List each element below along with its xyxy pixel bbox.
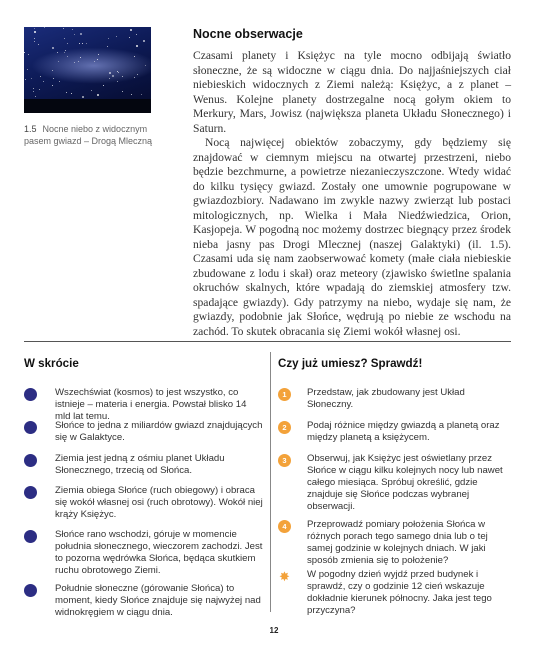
- star-dot: [82, 96, 84, 98]
- bullet-dot-icon: [24, 388, 37, 401]
- star-dot: [108, 38, 109, 39]
- star-dot: [98, 54, 99, 55]
- summary-item: [24, 529, 266, 577]
- star-dot: [78, 61, 79, 62]
- star-dot: [64, 38, 65, 39]
- star-dot: [117, 81, 118, 82]
- star-dot: [57, 52, 58, 53]
- star-dot: [136, 34, 137, 35]
- star-dot: [103, 85, 104, 86]
- question-number-badge: 3: [278, 454, 291, 467]
- star-dot: [72, 29, 73, 30]
- star-dot: [33, 88, 34, 89]
- star-dot: [107, 46, 108, 47]
- star-dot: [35, 96, 36, 97]
- star-dot: [97, 94, 99, 96]
- star-dot: [34, 38, 35, 39]
- star-dot: [53, 78, 54, 79]
- quiz-item: [278, 420, 514, 444]
- quiz-section: [278, 357, 514, 616]
- star-dot: [82, 43, 83, 44]
- summary-item: [24, 583, 266, 619]
- star-dot: [40, 76, 41, 77]
- star-dot: [44, 27, 45, 28]
- star-dot: [74, 34, 75, 35]
- quiz-item: [278, 519, 514, 567]
- star-dot: [67, 56, 68, 57]
- summary-item-text: Ziemia obiega Słońce (ruch obiegowy) i obraca się wokół własnej osi (ruch obrotowy). Wokół niej krąży Księżyc.: [55, 485, 263, 520]
- star-dot: [136, 45, 138, 47]
- summary-item-text: Południe słoneczne (górowanie Słońca) to moment, kiedy Słońce znajduje się najwyżej nad widnokręgiem w ciągu dnia.: [55, 583, 261, 618]
- star-dot: [91, 90, 92, 91]
- star-dot: [27, 69, 28, 70]
- star-dot: [86, 43, 87, 44]
- star-dot: [134, 77, 135, 78]
- star-dot: [33, 91, 34, 92]
- question-number-badge: 2: [278, 421, 291, 434]
- star-dot: [43, 81, 44, 82]
- quiz-item-text: W pogodny dzień wyjdź przed budynek i sprawdź, czy o godzinie 12 cień wskazuje dokładnie kierunek północny. Jaka jest tego przyczyna?: [307, 569, 492, 616]
- star-dot: [129, 37, 130, 38]
- star-dot: [118, 72, 119, 73]
- figure-caption-text: Nocne niebo z widocznym pasem gwiazd – Drogą Mleczną: [24, 124, 153, 146]
- star-dot: [66, 92, 67, 93]
- star-dot: [79, 43, 80, 44]
- page-number: 12: [269, 626, 279, 635]
- figure-number: 1.5: [24, 124, 37, 134]
- star-dot: [25, 79, 26, 80]
- quiz-item: [278, 387, 514, 411]
- star-dot: [137, 74, 138, 75]
- summary-item-text: Słońce to jedna z miliardów gwiazd znajdujących się w Galaktyce.: [55, 420, 263, 443]
- bullet-dot-icon: [24, 421, 37, 434]
- star-dot: [38, 44, 39, 45]
- star-dot: [28, 54, 29, 55]
- article-title: Nocne obserwacje: [193, 27, 303, 41]
- star-dot: [63, 28, 64, 29]
- section-divider: [24, 341, 511, 342]
- horizon-silhouette: [24, 99, 151, 113]
- star-dot: [65, 50, 66, 51]
- column-divider: [270, 352, 271, 612]
- summary-item: [24, 420, 266, 444]
- star-dot: [59, 81, 60, 82]
- quiz-heading: Czy już umiesz? Sprawdź!: [278, 357, 423, 370]
- summary-section: [24, 357, 266, 618]
- star-dot: [24, 52, 25, 53]
- bullet-dot-icon: [24, 454, 37, 467]
- summary-item: [24, 453, 266, 477]
- star-dot: [52, 85, 53, 86]
- star-dot: [74, 62, 75, 63]
- star-dot: [71, 93, 72, 94]
- star-dot: [141, 94, 142, 95]
- star-dot: [34, 41, 35, 42]
- star-dot: [39, 89, 40, 90]
- star-dot: [31, 78, 32, 79]
- star-dot: [131, 94, 132, 95]
- question-number-badge: 4: [278, 520, 291, 533]
- star-dot: [143, 40, 145, 42]
- quiz-item-text: Obserwuj, jak Księżyc jest oświetlany przez Słońce w ciągu kilku kolejnych nocy lub nawet całego miesiąca. Spróbuj określić, gdzie znajduje się Słońce podczas wybranej obserwacji.: [307, 453, 503, 512]
- quiz-item: [278, 569, 514, 617]
- star-dot: [122, 91, 123, 92]
- summary-heading: W skrócie: [24, 357, 79, 370]
- article: [193, 27, 511, 339]
- bullet-dot-icon: [24, 584, 37, 597]
- quiz-item-text: Podaj różnice między gwiazdą a planetą oraz między planetą a księżycem.: [307, 420, 500, 443]
- quiz-item-text: Przeprowadź pomiary położenia Słońca w różnych porach tego samego dnia lub o tej samej godzinie w kolejnych dniach. W jaki sposób zmienia się to położenie?: [307, 519, 488, 566]
- quiz-item: [278, 453, 514, 513]
- summary-item-text: Ziemia jest jedną z ośmiu planet Układu Słonecznego, trzecią od Słońca.: [55, 453, 225, 476]
- star-dot: [67, 43, 68, 44]
- star-dot: [130, 29, 132, 31]
- question-number-badge: 1: [278, 388, 291, 401]
- article-paragraph: Nocą najwięcej obiektów zobaczymy, gdy będziemy się znajdować w ciemnym miejscu na otwartej przestrzeni, niebo będzie bezchmurne, a powietrze niezanieczyszczone. Wtedy widać do kilku tysięcy gwiazd. Zostały one umownie pogrupowane w gwiazdozbiory. Nadawano im zwykle nazwy zwierząt lub postaci mitologicznych, np. Wielka i Mała Niedźwiedzica, Orion, Kasjopeja. W pogodną noc możemy dostrzec biegnący przez środek nieba jasny pas Drogi Mlecznej (naszej Galaktyki) (il. 1.5). Czasami uda się nam zaobserwować komety (małe ciała niebieskie zbudowane z lodu i skał) oraz meteory (zjawisko świetlne spalania okruchów skalnych, które wpadają do ziemskiej atmosfery tzw. spadające gwiazdy). Gdy patrzymy na niebo, wydaje się nam, że gwiazdy, podobnie jak Słońce, wędrują po niebie ze wschodu na zachód. To skutek obracania się Ziemi wokół własnej osi.: [193, 136, 511, 338]
- star-dot: [52, 47, 54, 49]
- star-dot: [122, 76, 123, 77]
- summary-item: [24, 387, 266, 423]
- summary-item: [24, 485, 266, 521]
- bullet-dot-icon: [24, 486, 37, 499]
- quiz-item-text: Przedstaw, jak zbudowany jest Układ Słoneczny.: [307, 387, 465, 410]
- star-dot: [34, 28, 35, 29]
- star-dot: [80, 33, 82, 35]
- summary-item-text: Słońce rano wschodzi, góruje w momencie południa słonecznego, wieczorem zachodzi. Jest to pozorna wędrówka Słońca, będąca skutkiem ruchu obrotowego Ziemi.: [55, 529, 263, 576]
- star-dot: [112, 75, 114, 77]
- summary-item-text: Wszechświat (kosmos) to jest wszystko, co istnieje – materia i energia. Powstał blisko 14 mld lat temu.: [55, 387, 247, 422]
- star-dot: [116, 36, 117, 37]
- star-dot: [145, 65, 146, 66]
- star-dot: [58, 61, 59, 62]
- star-dot: [94, 61, 95, 62]
- milky-way-photo: [24, 27, 151, 113]
- bullet-dot-icon: [24, 530, 37, 543]
- star-dot: [34, 31, 36, 33]
- star-dot: [64, 52, 65, 53]
- star-dot: [97, 59, 98, 60]
- star-dot: [134, 56, 135, 57]
- star-dot: [109, 78, 110, 79]
- article-paragraph: Czasami planety i Księżyc na tyle mocno odbijają światło słoneczne, że są widoczne w ciągu dnia. Do najjaśniejszych ciał niebieskich widocznych z Ziemi należą: Księżyc, a z planet – Wenus. Kolejne planety dostrzegalne nocą gołym okiem to Merkury, Mars, Jowisz (największa planeta Układu Słonecznego) i Saturn.: [193, 49, 511, 135]
- star-dot: [109, 72, 111, 74]
- star-dot: [80, 57, 81, 58]
- star-challenge-icon: ✸: [279, 569, 290, 584]
- figure-caption: [24, 123, 159, 147]
- star-dot: [52, 70, 53, 71]
